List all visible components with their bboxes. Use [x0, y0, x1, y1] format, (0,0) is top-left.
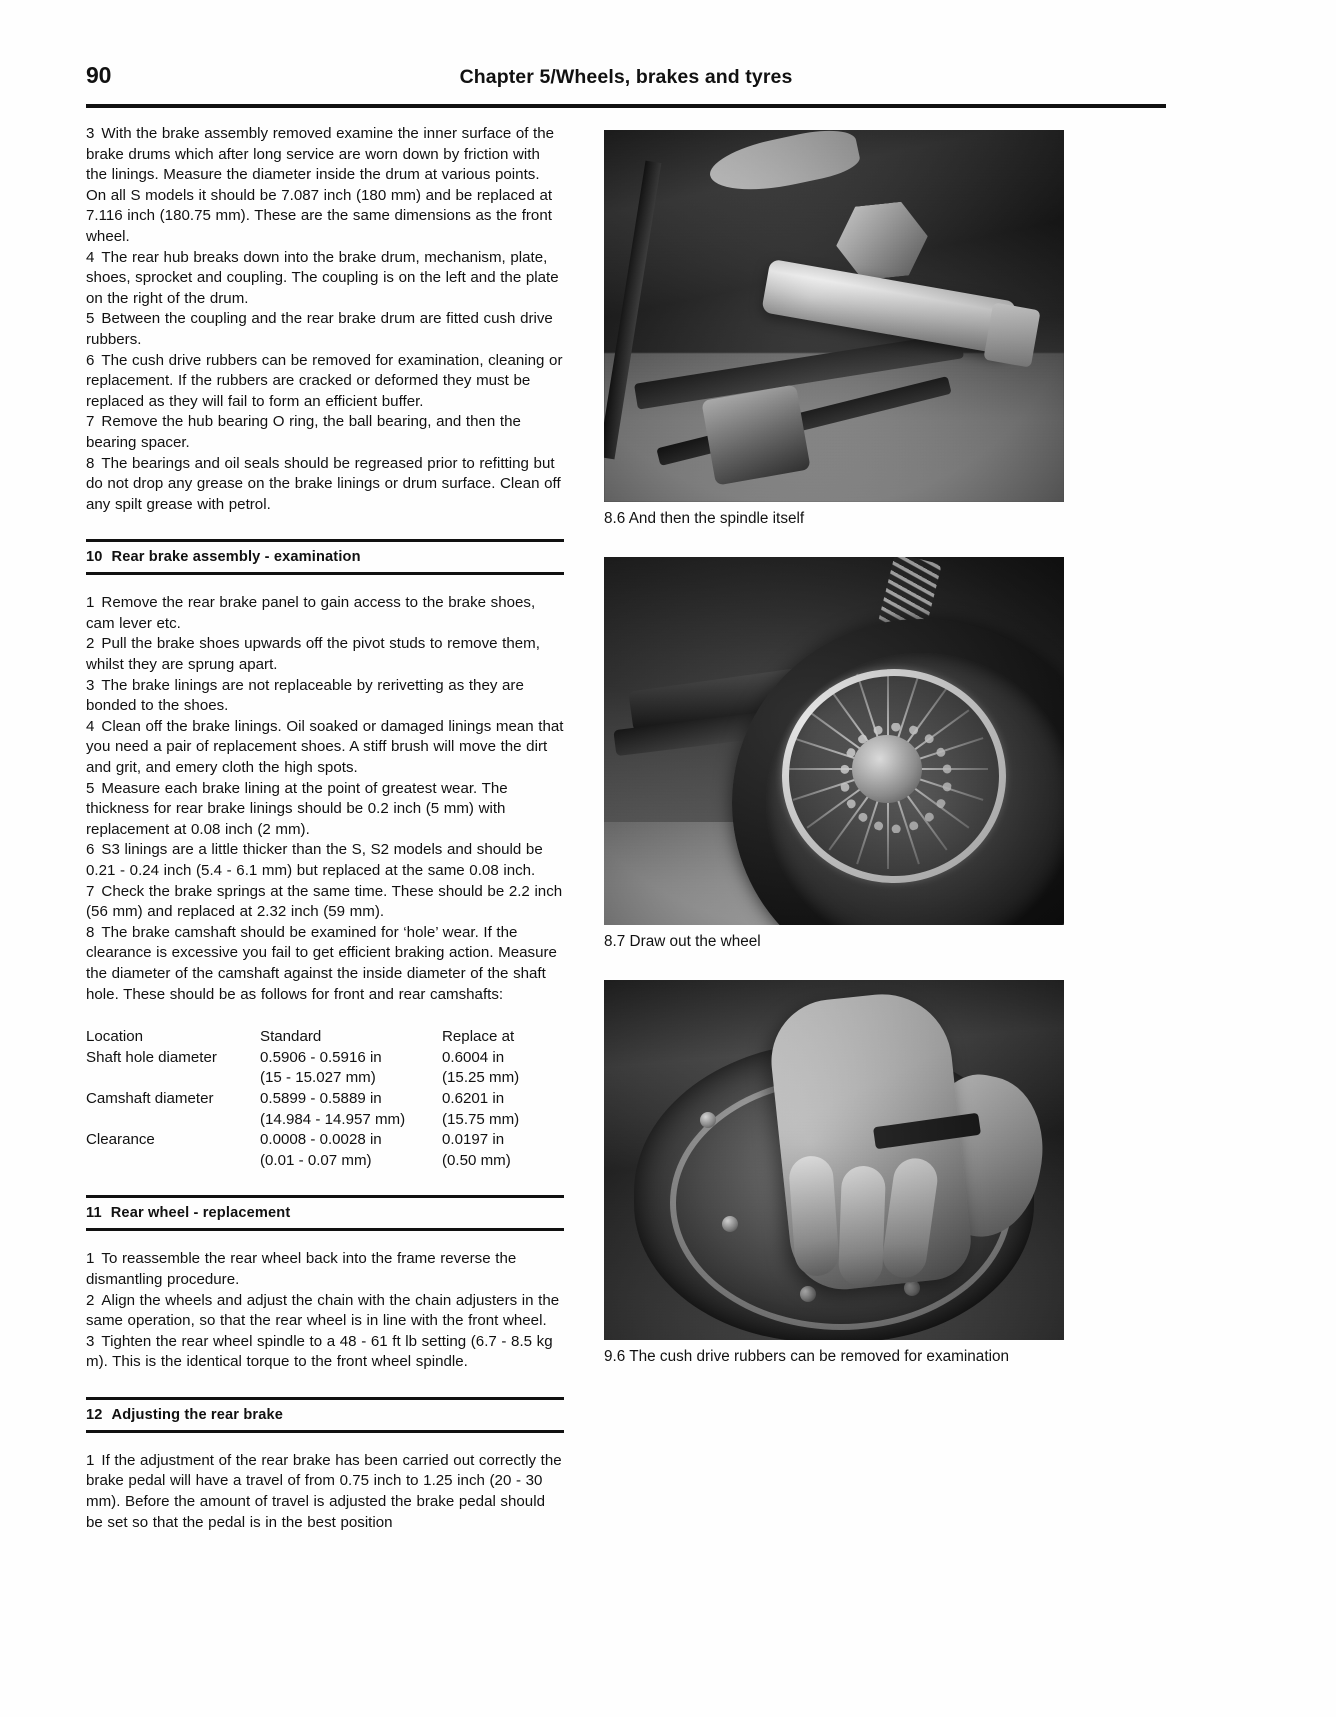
- photo-finger: [838, 1165, 886, 1286]
- table-row: [86, 1130, 564, 1151]
- photo-finger: [788, 1155, 840, 1278]
- photo-bracket: [701, 384, 810, 485]
- section-title: Rear wheel - replacement: [110, 1205, 291, 1222]
- paragraph-number: 3: [86, 1332, 95, 1350]
- figure-9-6-image: [604, 980, 1064, 1340]
- s11-paragraph-2: [86, 1291, 564, 1332]
- paragraph-number: 5: [86, 310, 95, 328]
- paragraph-number: 5: [86, 779, 95, 797]
- paragraph-text: Measure each brake lining at the point of greatest wear. The thickness for rear brake linings should be 0.2 inch (5 mm) with replacement at 0.08 inch (2 mm).: [86, 779, 508, 838]
- right-figure-column: [604, 130, 1166, 1395]
- photo-hub: [852, 735, 922, 803]
- paragraph-number: 6: [86, 841, 95, 859]
- section-12-body: [86, 1451, 564, 1533]
- table-header-row: [86, 1027, 564, 1048]
- paragraph-number: 4: [86, 248, 95, 266]
- paragraph-text: Remove the hub bearing O ring, the ball bearing, and then the bearing spacer.: [86, 413, 521, 451]
- paragraph-text: Clean off the brake linings. Oil soaked or damaged linings mean that you need a pair of replacement shoes. A stiff brush will move the dirt and grit, and emery cloth the high spots.: [86, 717, 564, 777]
- cell-empty: [86, 1068, 260, 1089]
- cell-standard-inch: 0.0008 - 0.0028 in: [260, 1131, 382, 1149]
- paragraph-text: S3 linings are a little thicker than the S, S2 models and should be 0.21 - 0.24 inch (5.4 - 6.1 mm) but replaced at the same 0.08 inch.: [86, 841, 543, 879]
- s10-paragraph-8: [86, 923, 564, 1005]
- photo-stud: [800, 1286, 816, 1302]
- s10-paragraph-1: [86, 593, 564, 634]
- paragraph-number: 7: [86, 882, 95, 900]
- paragraph-text: With the brake assembly removed examine the inner surface of the brake drums which after long service are worn down by friction with the linings. Measure the diameter inside the drum at various points. On all S models it should be 7.087 inch (180 mm) and be replaced at 7.116 inch (180.75 mm). These are the same dimensions as the front wheel.: [86, 125, 555, 245]
- photo-stud: [700, 1112, 716, 1128]
- paragraph-number: 7: [86, 413, 95, 431]
- section-number: 10: [86, 549, 103, 566]
- chapter-title: Chapter 5/Wheels, brakes and tyres: [459, 66, 793, 88]
- paragraph-8: [86, 454, 564, 516]
- table-row: [86, 1089, 564, 1110]
- paragraph-text: The cush drive rubbers can be removed for examination, cleaning or replacement. If the rubbers are cracked or deformed they must be replaced as they will fail to form an efficient buffer.: [86, 351, 563, 410]
- s10-paragraph-6: [86, 840, 564, 881]
- section-10-body: [86, 593, 564, 1005]
- cell-replace-mm: (15.75 mm): [442, 1110, 520, 1128]
- s10-paragraph-2: [86, 634, 564, 675]
- continued-paragraph-block: [86, 124, 564, 515]
- cell-replace-mm: (0.50 mm): [442, 1151, 511, 1169]
- col-header-standard: Standard: [260, 1028, 322, 1046]
- paragraph-5: [86, 309, 564, 350]
- page-number: 90: [86, 62, 112, 88]
- photo-stud: [722, 1216, 738, 1232]
- section-title: Rear brake assembly - examination: [111, 549, 361, 566]
- figure-8-6-image: [604, 130, 1064, 502]
- paragraph-text: Check the brake springs at the same time. These should be 2.2 inch (56 mm) and replaced at 2.32 inch (59 mm).: [86, 882, 563, 921]
- paragraph-number: 3: [86, 125, 95, 142]
- section-number: 12: [86, 1406, 103, 1423]
- cell-replace-mm: (15.25 mm): [442, 1069, 520, 1087]
- paragraph-number: 2: [86, 1291, 95, 1309]
- paragraph-text: The brake linings are not replaceable by rerivetting as they are bonded to the shoes.: [86, 676, 524, 715]
- s12-paragraph-1: [86, 1451, 564, 1533]
- paragraph-text: To reassemble the rear wheel back into the frame reverse the dismantling procedure.: [86, 1250, 517, 1288]
- paragraph-number: 8: [86, 454, 95, 472]
- table-row-metric: [86, 1068, 564, 1089]
- paragraph-number: 8: [86, 923, 95, 941]
- page-header: [86, 62, 1166, 108]
- section-heading-text: [86, 542, 564, 572]
- paragraph-7: [86, 412, 564, 453]
- paragraph-text: The bearings and oil seals should be regreased prior to refitting but do not drop any grease on the brake linings or drum surface. Clean off any spilt grease with petrol.: [86, 454, 561, 513]
- figure-8-7: [604, 557, 1166, 974]
- paragraph-number: 1: [86, 594, 95, 612]
- figure-8-6-caption: 8.6 And then the spindle itself: [604, 510, 805, 527]
- paragraph-text: Remove the rear brake panel to gain access to the brake shoes, cam lever etc.: [86, 594, 536, 632]
- cell-standard-inch: 0.5906 - 0.5916 in: [260, 1048, 382, 1066]
- s10-paragraph-3: [86, 676, 564, 717]
- figure-9-6-caption: 9.6 The cush drive rubbers can be removed for examination: [604, 1348, 1010, 1365]
- section-heading-11: [86, 1195, 564, 1231]
- paragraph-4: [86, 248, 564, 310]
- cell-location: Shaft hole diameter: [86, 1048, 217, 1066]
- col-header-location: Location: [86, 1028, 144, 1046]
- cell-standard-inch: 0.5899 - 0.5889 in: [260, 1089, 382, 1107]
- section-title: Adjusting the rear brake: [111, 1406, 284, 1423]
- paragraph-3: [86, 124, 564, 248]
- cell-standard-mm: (0.01 - 0.07 mm): [260, 1151, 372, 1169]
- cell-standard-mm: (14.984 - 14.957 mm): [260, 1110, 406, 1128]
- section-heading-12: [86, 1397, 564, 1433]
- cell-standard-mm: (15 - 15.027 mm): [260, 1069, 376, 1087]
- paragraph-number: 2: [86, 635, 95, 653]
- section-rule-bottom: [86, 572, 564, 575]
- cell-location: Camshaft diameter: [86, 1089, 214, 1107]
- figure-9-6: [604, 980, 1166, 1389]
- figure-8-7-image: [604, 557, 1064, 925]
- cell-replace-inch: 0.6201 in: [442, 1089, 505, 1107]
- cell-replace-inch: 0.6004 in: [442, 1048, 505, 1066]
- paragraph-text: Tighten the rear wheel spindle to a 48 - 61 ft lb setting (6.7 - 8.5 kg m). This is the identical torque to the front wheel spindle.: [86, 1332, 553, 1371]
- paragraph-number: 4: [86, 717, 95, 735]
- left-text-column: [86, 124, 564, 1533]
- figure-8-7-caption: 8.7 Draw out the wheel: [604, 933, 761, 950]
- s11-paragraph-1: [86, 1249, 564, 1290]
- table-row: [86, 1048, 564, 1069]
- col-header-replace-at: Replace at: [442, 1028, 515, 1046]
- s10-paragraph-7: [86, 882, 564, 923]
- paragraph-number: 6: [86, 351, 95, 369]
- paragraph-number: 1: [86, 1451, 95, 1469]
- paragraph-text: Pull the brake shoes upwards off the pivot studs to remove them, whilst they are sprung apart.: [86, 635, 540, 674]
- paragraph-text: The rear hub breaks down into the brake drum, mechanism, plate, shoes, sprocket and coupling. The coupling is on the left and the plate on the right of the drum.: [86, 248, 559, 307]
- s10-paragraph-5: [86, 779, 564, 841]
- table-row-metric: [86, 1110, 564, 1131]
- section-heading-text: [86, 1198, 564, 1228]
- cell-empty: [86, 1110, 260, 1131]
- figure-8-6: [604, 130, 1166, 551]
- table-row-metric: [86, 1151, 564, 1172]
- header-divider: [86, 104, 1166, 108]
- section-number: 11: [86, 1205, 102, 1222]
- paragraph-text: Align the wheels and adjust the chain with the chain adjusters in the same operation, so that the rear wheel is in line with the front wheel.: [86, 1291, 560, 1330]
- section-rule-bottom: [86, 1430, 564, 1433]
- section-heading-10: [86, 539, 564, 575]
- paragraph-text: The brake camshaft should be examined for ‘hole’ wear. If the clearance is excessive you fail to get efficient braking action. Measure the diameter of the camshaft against the inside diameter of the shaft hole. These should be as follows for front and rear camshafts:: [86, 923, 557, 1003]
- section-11-body: [86, 1249, 564, 1373]
- cell-empty: [86, 1151, 260, 1172]
- paragraph-text: Between the coupling and the rear brake drum are fitted cush drive rubbers.: [86, 310, 553, 348]
- paragraph-text: If the adjustment of the rear brake has been carried out correctly the brake pedal will have a travel of from 0.75 inch to 1.25 inch (20 - 30 mm). Before the amount of travel is adjusted the brake pedal should be set so that the pedal is in the best position: [86, 1451, 562, 1531]
- cell-location: Clearance: [86, 1131, 155, 1149]
- camshaft-specification-table: [86, 1027, 564, 1171]
- cell-replace-inch: 0.0197 in: [442, 1131, 505, 1149]
- section-rule-bottom: [86, 1228, 564, 1231]
- s10-paragraph-4: [86, 717, 564, 779]
- paragraph-number: 1: [86, 1250, 95, 1268]
- photo-spindle-end: [983, 302, 1040, 367]
- paragraph-6: [86, 351, 564, 413]
- paragraph-number: 3: [86, 676, 95, 694]
- section-heading-text: [86, 1400, 564, 1430]
- s11-paragraph-3: [86, 1332, 564, 1373]
